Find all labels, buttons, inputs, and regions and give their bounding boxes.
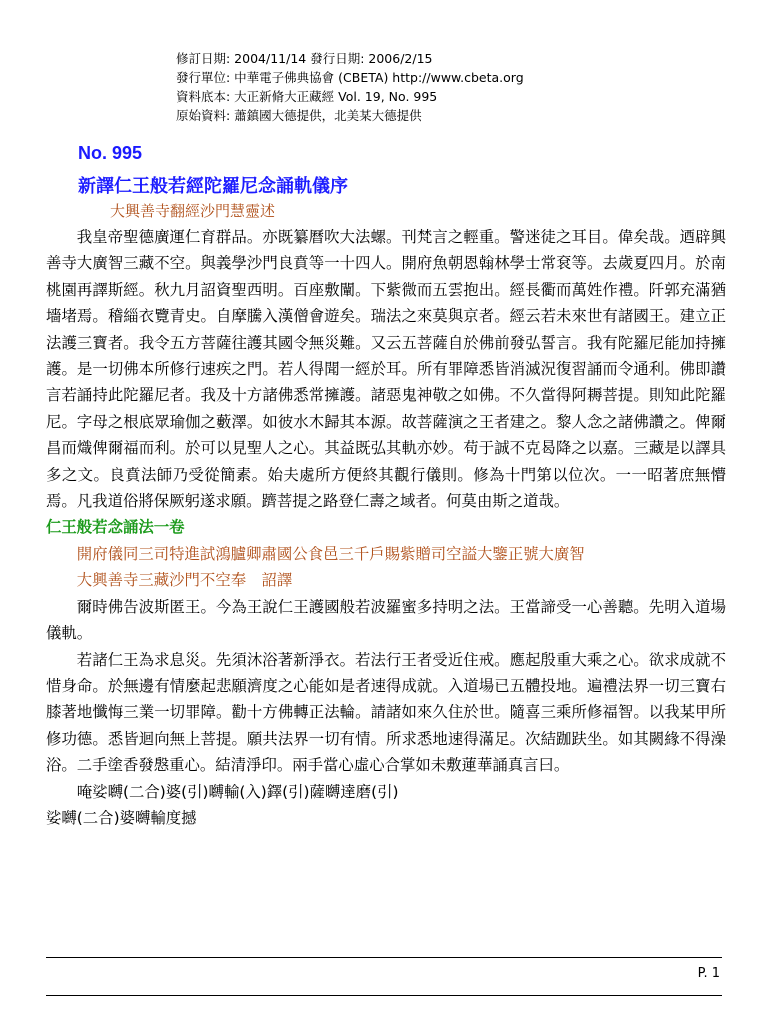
metadata-block (176, 49, 524, 125)
publisher-line: 發行單位: 中華電子佛典協會 (CBETA) http://www.cbeta.org (176, 70, 524, 85)
document-body (46, 224, 726, 831)
page-number: P. 1 (697, 966, 720, 981)
sutra-number: No. 995 (78, 143, 143, 163)
preface-author: 大興善寺翻經沙門慧靈述 (110, 202, 276, 220)
mantra-line-1: 唵娑嚩(二合)婆(引)嚩輸(入)鐸(引)薩嚩達磨(引) (76, 782, 399, 801)
mantra-line-2: 娑嚩(二合)婆嚩輸度撼 (46, 808, 197, 827)
source-text-line: 資料底本: 大正新脩大正藏經 Vol. 19, No. 995 (176, 89, 438, 104)
translator-attribution-line-2: 大興善寺三藏沙門不空奉 詔譯 (76, 571, 293, 590)
footer-divider-top (46, 957, 722, 958)
preface-paragraph: 我皇帝聖德廣運仁育群品。亦既纂曆吹大法螺。刊梵言之輕重。警迷徒之耳目。偉矣哉。迺辟興善寺大廣智三藏不空。與義學沙門良賁等一十四人。開府魚朝恩翰林學士常袞等。去歲夏四月。於南桃園再譯斯經。秋九月詔資聖西明。百座敷闡。下紫微而五雲抱出。經長衢而萬姓作禮。阡郭充滿猶墻堵焉。稽緇衣覽青史。自摩騰入漢僧會遊矣。瑞法之來莫與京者。經云若未來世有諸國王。建立正法護三寶者。我令五方菩薩往護其國令無災難。又云五菩薩自於佛前發弘誓言。我有陀羅尼能加持擁護。是一切佛本所修行速疾之門。若人得聞一經於耳。所有罪障悉皆消滅況復習誦而令通利。佛即讚言若誦持此陀羅尼者。我及十方諸佛悉常擁護。諸惡鬼神敬之如佛。不久當得阿耨菩提。則知此陀羅尼。字母之根底眾瑜伽之藪澤。如彼水木歸其本源。故菩薩演之王者建之。黎人念之諸佛讚之。俾爾昌而熾俾爾福而利。於可以見聖人之心。其益既弘其軌亦妙。苟于誠不克曷降之以嘉。三藏是以譯具多之文。良賁法師乃受從簡素。始夫處所方便終其觀行儀則。修為十門第以位次。一一昭著庶無懵焉。凡我道俗將保厥躬遂求願。躋菩提之路登仁壽之域者。何莫由斯之道哉。 (46, 228, 726, 511)
revision-date-line: 修訂日期: 2004/11/14 發行日期: 2006/2/15 (176, 51, 433, 66)
sutra-title: 新譯仁王般若經陀羅尼念誦軌儀序 (78, 176, 348, 197)
body-paragraph-1: 爾時佛告波斯匿王。今為王說仁王護國般若波羅蜜多持明之法。王當諦受一心善聽。先明入道場儀軌。 (46, 597, 726, 643)
section-title: 仁王般若念誦法一卷 (46, 518, 185, 537)
footer-divider-bottom (46, 995, 722, 996)
translator-attribution-line-1: 開府儀同三司特進試鴻臚卿肅國公食邑三千戶賜紫贈司空謚大鑒正號大廣智 (76, 544, 585, 563)
body-paragraph-2: 若諸仁王為求息災。先須沐浴著新淨衣。若法行王者受近住戒。應起殷重大乘之心。欲求成就不惜身命。於無邊有情麼起悲願濟度之心能如是者速得成就。入道場已五體投地。遍禮法界一切三寶右膝著地懺悔三業一切罪障。勸十方佛轉正法輪。請諸如來久住於世。隨喜三乘所修福智。以我某甲所修功德。悉皆迴向無上菩提。願共法界一切有情。所求悉地速得滿足。次結跏趺坐。如其闕緣不得澡浴。二手塗香發慇重心。結清淨印。兩手當心虛心合掌如未敷蓮華誦真言曰。 (46, 650, 726, 775)
original-data-line: 原始資料: 蕭鎮國大德提供，北美某大德提供 (176, 108, 422, 123)
